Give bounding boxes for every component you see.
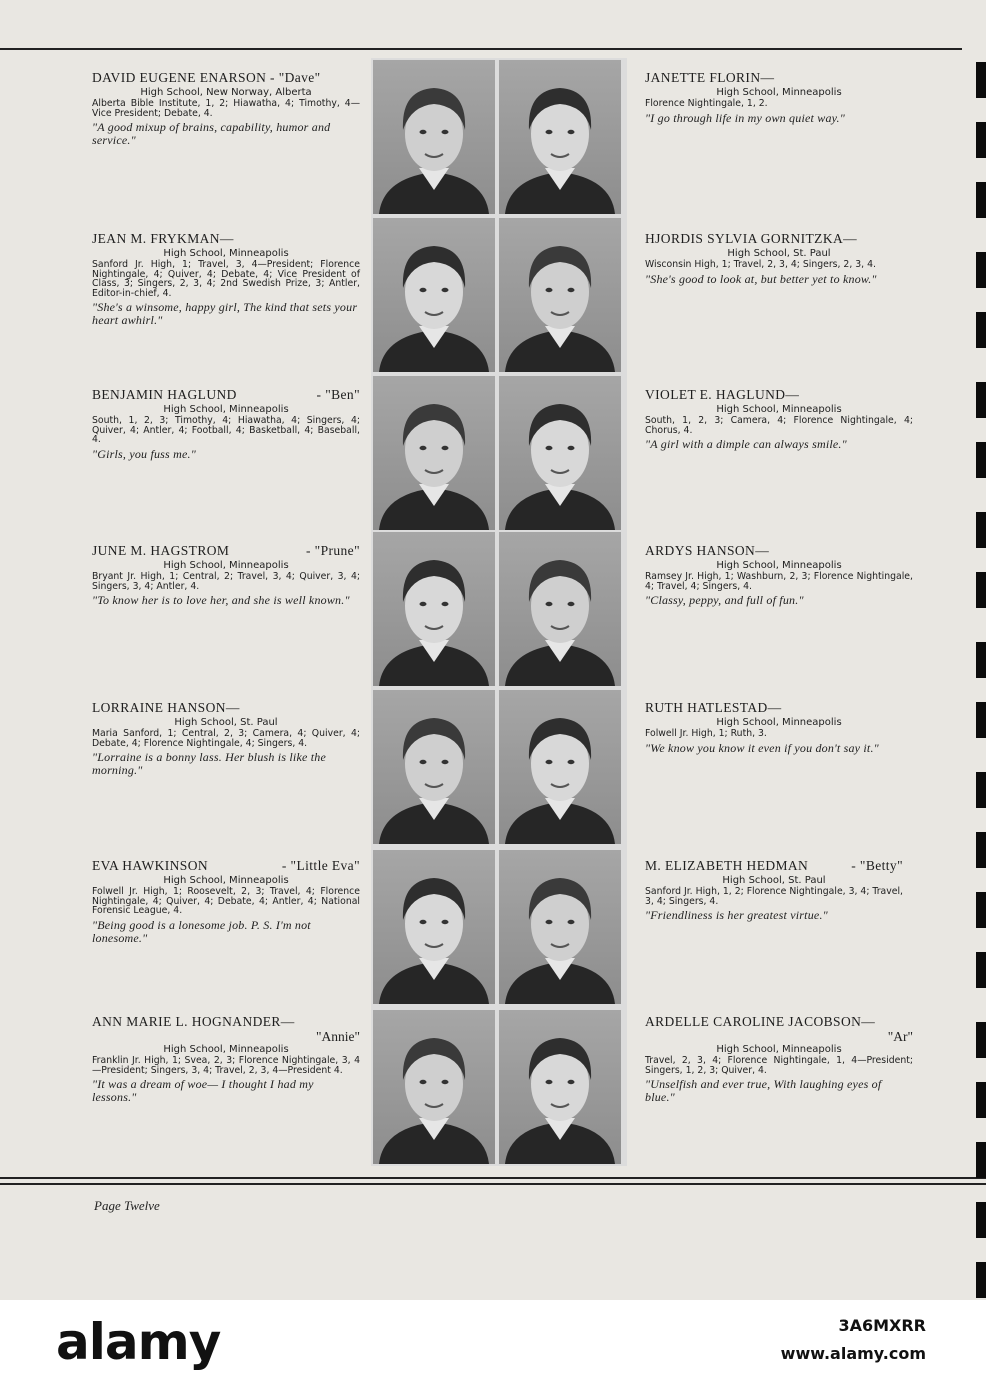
senior-portrait bbox=[499, 376, 621, 530]
senior-entry bbox=[92, 387, 360, 461]
senior-school: High School, Minneapolis bbox=[163, 404, 289, 415]
senior-portrait bbox=[373, 532, 495, 686]
senior-school: High School, Minneapolis bbox=[716, 1044, 842, 1055]
senior-activities: Folwell Jr. High, 1; Roosevelt, 2, 3; Travel, 4; Florence Nightingale, 4; Quiver, 4; Debate, 4; Antler, 4; National Forensic League, 4. bbox=[92, 886, 360, 917]
senior-school: High School, St. Paul bbox=[174, 717, 278, 728]
binding-hole bbox=[976, 252, 986, 288]
senior-quote: "It was a dream of woe— I thought I had my lessons." bbox=[92, 1077, 314, 1105]
senior-activities: Bryant Jr. High, 1; Central, 2; Travel, 3, 4; Quiver, 3, 4; Singers, 3, 4; Antler, 4. bbox=[92, 571, 360, 592]
binding-hole bbox=[976, 1022, 986, 1058]
senior-nickname: - "Ben" bbox=[316, 387, 360, 402]
senior-portrait bbox=[373, 1010, 495, 1164]
senior-portrait bbox=[499, 532, 621, 686]
senior-quote: "Friendliness is her greatest virtue." bbox=[645, 908, 828, 923]
senior-entry bbox=[645, 231, 913, 286]
senior-name: RUTH HATLESTAD— bbox=[645, 700, 782, 715]
senior-activities: Ramsey Jr. High, 1; Washburn, 2, 3; Florence Nightingale, 4; Travel, 4; Singers, 4. bbox=[645, 571, 913, 592]
senior-activities: Sanford Jr. High, 1, 2; Florence Nightingale, 3, 4; Travel, 3, 4; Singers, 4. bbox=[645, 886, 904, 907]
senior-activities: Maria Sanford, 1; Central, 2, 3; Camera, 4; Quiver, 4; Debate, 4; Florence Nightingale, 4; Singers, 4. bbox=[92, 728, 360, 749]
binding-hole bbox=[976, 772, 986, 808]
senior-activities: Franklin Jr. High, 1; Svea, 2, 3; Florence Nightingale, 3, 4—President; Singers, 3, 4; Travel, 2, 3, 4—President 4. bbox=[92, 1055, 360, 1076]
top-rule bbox=[0, 48, 962, 50]
senior-portrait bbox=[373, 850, 495, 1004]
senior-activities: Florence Nightingale, 1, 2. bbox=[645, 98, 768, 109]
senior-portrait bbox=[373, 376, 495, 530]
binding-hole bbox=[976, 642, 986, 678]
senior-school: High School, Minneapolis bbox=[716, 87, 842, 98]
senior-entry bbox=[645, 543, 913, 607]
senior-school: High School, Minneapolis bbox=[163, 875, 289, 886]
bottom-rule bbox=[0, 1177, 986, 1179]
senior-portrait bbox=[499, 850, 621, 1004]
senior-name-text: M. ELIZABETH HEDMAN bbox=[645, 858, 809, 873]
senior-name: ANN MARIE L. HOGNANDER— bbox=[92, 1014, 295, 1029]
senior-portrait bbox=[499, 218, 621, 372]
senior-name: ARDYS HANSON— bbox=[645, 543, 770, 558]
senior-activities: Alberta Bible Institute, 1, 2; Hiawatha, 4; Timothy, 4—Vice President; Debate, 4. bbox=[92, 98, 360, 119]
senior-school: High School, Minneapolis bbox=[716, 404, 842, 415]
senior-school: High School, Minneapolis bbox=[163, 560, 289, 571]
senior-quote: "Girls, you fuss me." bbox=[92, 446, 196, 461]
senior-entry bbox=[92, 1014, 360, 1104]
senior-entry bbox=[645, 1014, 913, 1104]
senior-name: LORRAINE HANSON— bbox=[92, 700, 240, 715]
senior-activities: South, 1, 2, 3; Timothy, 4; Hiawatha, 4; Singers, 4; Quiver, 4; Antler, 4; Football, 4; Basketball, 4; Baseball, 4. bbox=[92, 415, 360, 446]
senior-name: ARDELLE CAROLINE JACOBSON— bbox=[645, 1014, 876, 1029]
senior-name-text: BENJAMIN HAGLUND bbox=[92, 387, 237, 402]
senior-entry bbox=[645, 387, 913, 451]
watermark-logo: alamy bbox=[56, 1313, 221, 1371]
binding-hole bbox=[976, 1262, 986, 1298]
binding-hole bbox=[976, 382, 986, 418]
senior-quote: "She's good to look at, but better yet to know." bbox=[645, 271, 877, 286]
senior-quote: "Being good is a lonesome job. P. S. I'm not lonesome." bbox=[92, 917, 311, 945]
binding-hole bbox=[976, 1142, 986, 1178]
senior-activities: Folwell Jr. High, 1; Ruth, 3. bbox=[645, 728, 767, 739]
senior-nickname: - "Little Eva" bbox=[281, 858, 360, 873]
senior-portrait bbox=[499, 60, 621, 214]
senior-entry bbox=[645, 70, 913, 125]
senior-quote: "She's a winsome, happy girl, The kind that sets your heart awhirl." bbox=[92, 300, 358, 328]
senior-name: HJORDIS SYLVIA GORNITZKA— bbox=[645, 231, 858, 246]
senior-entry bbox=[645, 858, 903, 922]
senior-quote: "Lorraine is a bonny lass. Her blush is like the morning." bbox=[92, 750, 326, 778]
page-number: Page Twelve bbox=[94, 1198, 160, 1213]
senior-quote: "To know her is to love her, and she is well known." bbox=[92, 593, 350, 608]
binding-hole bbox=[976, 702, 986, 738]
senior-activities: Wisconsin High, 1; Travel, 2, 3, 4; Singers, 2, 3, 4. bbox=[645, 259, 876, 270]
senior-quote: "A girl with a dimple can always smile." bbox=[645, 437, 847, 452]
senior-quote: "A good mixup of brains, capability, humor and service." bbox=[92, 120, 331, 148]
senior-name bbox=[92, 543, 360, 559]
binding-hole bbox=[976, 892, 986, 928]
senior-quote: "I go through life in my own quiet way." bbox=[645, 110, 845, 125]
senior-portrait bbox=[373, 60, 495, 214]
bottom-rule-double bbox=[0, 1183, 986, 1185]
senior-portrait bbox=[373, 690, 495, 844]
senior-name: JANETTE FLORIN— bbox=[645, 70, 775, 85]
binding-hole bbox=[976, 1202, 986, 1238]
senior-activities: Sanford Jr. High, 1; Travel, 3, 4—President; Florence Nightingale, 4; Quiver, 4; Debate, 4; Vice President of Class, 3; Singers, 2, 3, 4; 2nd Swedish Prize, 3; Antler, Editor-in-chief, 4. bbox=[92, 259, 360, 299]
senior-entry bbox=[92, 70, 360, 147]
senior-school: High School, Minneapolis bbox=[716, 717, 842, 728]
senior-nickname: "Ar" bbox=[887, 1029, 913, 1044]
senior-entry bbox=[92, 700, 360, 777]
senior-name: DAVID EUGENE ENARSON - "Dave" bbox=[92, 70, 321, 85]
senior-entry bbox=[92, 543, 360, 607]
binding-hole bbox=[976, 122, 986, 158]
senior-name bbox=[92, 387, 360, 403]
senior-activities: Travel, 2, 3, 4; Florence Nightingale, 1, 4—President; Singers, 1, 2, 3; Quiver, 4. bbox=[645, 1055, 913, 1076]
senior-name: JEAN M. FRYKMAN— bbox=[92, 231, 234, 246]
senior-activities: South, 1, 2, 3; Camera, 4; Florence Nightingale, 4; Chorus, 4. bbox=[645, 415, 913, 436]
senior-name-text: EVA HAWKINSON bbox=[92, 858, 208, 873]
senior-school: High School, New Norway, Alberta bbox=[140, 87, 312, 98]
senior-name-text: JUNE M. HAGSTROM bbox=[92, 543, 230, 558]
senior-quote: "Classy, peppy, and full of fun." bbox=[645, 593, 804, 608]
senior-entry bbox=[92, 858, 360, 945]
senior-school: High School, Minneapolis bbox=[163, 248, 289, 259]
senior-nickname: - "Prune" bbox=[306, 543, 360, 558]
senior-portrait bbox=[373, 218, 495, 372]
binding-hole bbox=[976, 182, 986, 218]
senior-portrait bbox=[499, 690, 621, 844]
watermark-url: www.alamy.com bbox=[780, 1344, 926, 1363]
senior-quote: "We know you know it even if you don't say it." bbox=[645, 740, 879, 755]
binding-hole bbox=[976, 512, 986, 548]
binding-hole bbox=[976, 312, 986, 348]
watermark-image-id: 3A6MXRR bbox=[838, 1316, 926, 1335]
senior-nickname: "Annie" bbox=[315, 1029, 360, 1044]
senior-name bbox=[645, 858, 903, 874]
senior-portrait bbox=[499, 1010, 621, 1164]
senior-school: High School, St. Paul bbox=[727, 248, 831, 259]
senior-name bbox=[92, 858, 360, 874]
senior-entry bbox=[645, 700, 913, 755]
senior-school: High School, Minneapolis bbox=[163, 1044, 289, 1055]
senior-school: High School, Minneapolis bbox=[716, 560, 842, 571]
binding-hole bbox=[976, 952, 986, 988]
binding-hole bbox=[976, 442, 986, 478]
binding-hole bbox=[976, 572, 986, 608]
senior-name: VIOLET E. HAGLUND— bbox=[645, 387, 800, 402]
binding-hole bbox=[976, 62, 986, 98]
senior-nickname: - "Betty" bbox=[851, 858, 903, 873]
binding-hole bbox=[976, 832, 986, 868]
senior-school: High School, St. Paul bbox=[722, 875, 826, 886]
senior-entry bbox=[92, 231, 360, 327]
binding-hole bbox=[976, 1082, 986, 1118]
senior-quote: "Unselfish and ever true, With laughing eyes of blue." bbox=[645, 1077, 882, 1105]
